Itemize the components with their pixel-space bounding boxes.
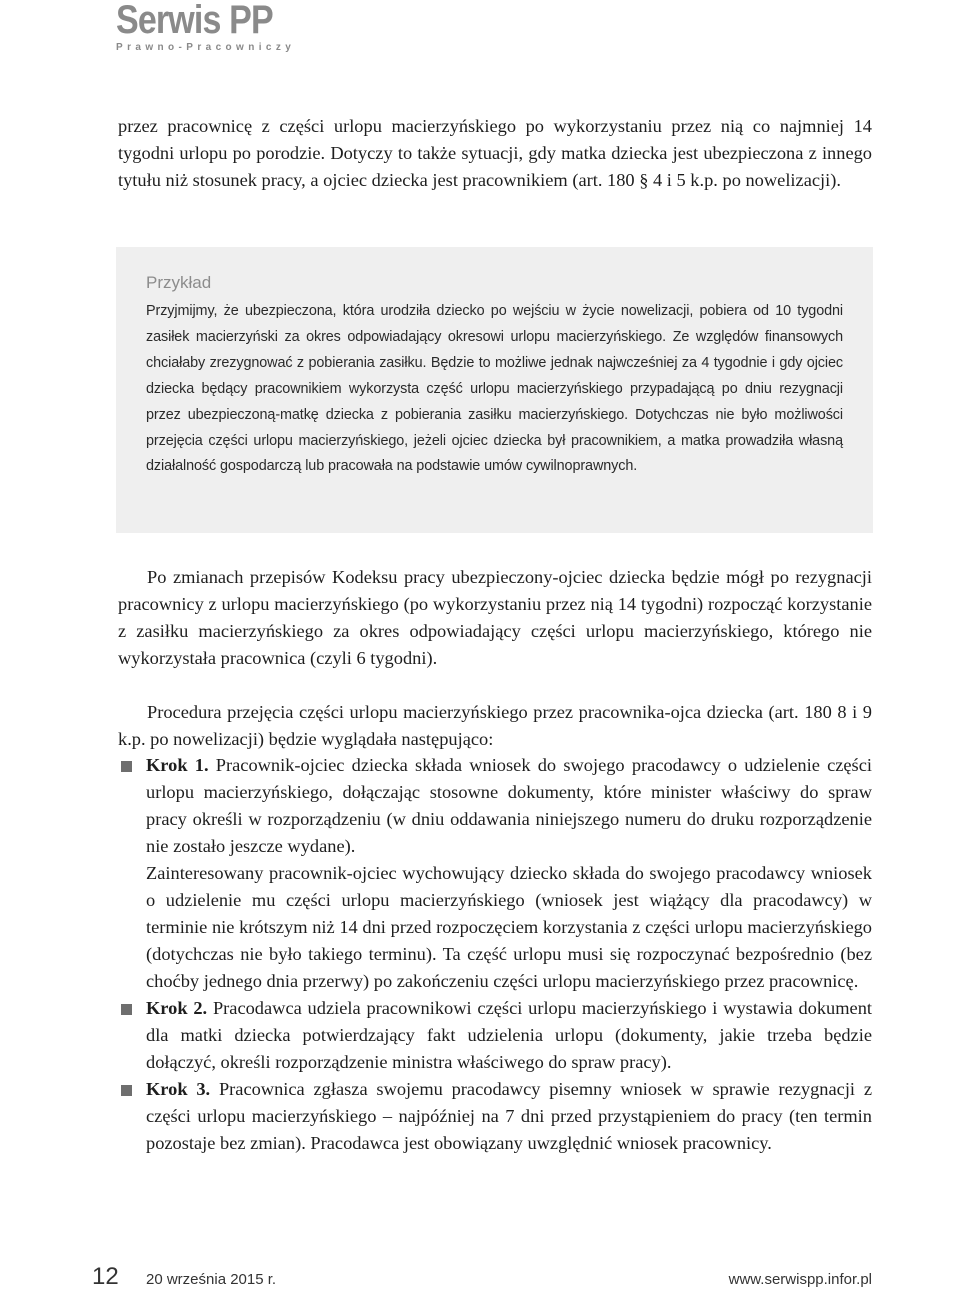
step-text: Pracownik-ojciec dziecka składa wniosek do swojego pracodawcy o udzielenie części urlopu macierzyńskiego, dołączając stosowne dokumenty, które minister właściwy do spraw pracy określi w rozporządzeniu (w dniu oddawania niniejszego numeru do druku rozporządzenie nie zostało jeszcze wydane). xyxy=(146,755,872,856)
square-bullet-icon xyxy=(121,761,132,772)
changes-paragraph: Po zmianach przepisów Kodeksu pracy ubezpieczony-ojciec dziecka będzie mógł po rezygnacji pracownicy z urlopu macierzyńskiego (po wykorzystaniu przez nią 14 tygodni) rozpocząć korzystanie z zasiłku macierzyńskiego za okres odpowiadający części urlopu macierzyńskiego, którego nie wykorzystała pracownica (czyli 6 tygodni). xyxy=(118,567,872,668)
step-item xyxy=(118,1076,872,1157)
page-number: 12 xyxy=(92,1263,119,1290)
issue-date: 20 września 2015 r. xyxy=(146,1271,277,1288)
square-bullet-icon xyxy=(121,1004,132,1015)
step-extra-text: Zainteresowany pracownik-ojciec wychowujący dziecko składa do swojego pracodawcy wniosek o udzielenie mu części urlopu macierzyńskiego (wniosek jest wiążący dla pracodawcy) w terminie nie krótszym niż 14 dni przed rozpoczęciem korzystania z części urlopu macierzyńskiego (dotychczas nie było takiego terminu). Ta część urlopu musi się rozpoczynać bezpośrednio (bez choćby jednego dnia przerwy) po zakończeniu części urlopu macierzyńskiego przez pracownicę. xyxy=(146,863,872,991)
step-label: Krok 1. xyxy=(146,755,209,775)
procedure-paragraph: Procedura przejęcia części urlopu macierzyńskiego przez pracownika-ojca dziecka (art. 180 8 i 9 k.p. po nowelizacji) będzie wyglądała następująco: xyxy=(118,702,872,749)
logo-subtitle: Prawno-Pracowniczy xyxy=(116,42,296,53)
website-url: www.serwispp.infor.pl xyxy=(728,1271,872,1288)
example-title: Przykład xyxy=(146,273,212,292)
example-box xyxy=(116,247,873,533)
intro-paragraph: przez pracownicę z części urlopu macierzyńskiego po wykorzystaniu przez nią co najmniej 14 tygodni urlopu po porodzie. Dotyczy to także sytuacji, gdy matka dziecka jest ubezpieczona z innego tytułu niż stosunek pracy, a ojciec dziecka jest pracownikiem (art. 180 § 4 i 5 k.p. po nowelizacji). xyxy=(118,116,872,190)
logo-title: Serwis PP xyxy=(116,0,273,42)
example-body: Przyjmijmy, że ubezpieczona, która urodziła dziecko po wejściu w życie nowelizacji, pobiera od 10 tygodni zasiłek macierzyński za okres odpowiadający okresowi urlopu macierzyńskiego. Ze względów finansowych chciałaby zrezygnować z pobierania zasiłku. Będzie to możliwe jednak najwcześniej za 4 tygodnie i gdy ojciec dziecka będący pracownikiem wykorzysta część urlopu macierzyńskiego przypadającą po dniu rezygnacji przez ubezpieczoną-matkę dziecka z pobierania zasiłku macierzyńskiego. Dotychczas nie było możliwości przejęcia części urlopu macierzyńskiego, jeżeli ojciec dziecka był pracownikiem, a matka prowadziła własną działalność gospodarczą lub pracowała na podstawie umów cywilnoprawnych. xyxy=(146,303,843,475)
square-bullet-icon xyxy=(121,1085,132,1096)
step-text: Pracodawca udziela pracownikowi części urlopu macierzyńskiego i wystawia dokument dla matki dziecka potwierdzający fakt udzielenia urlopu (dokumenty, jakie trzeba będzie dołączyć, określi rozporządzenie ministra właściwego do spraw pracy). xyxy=(146,998,872,1072)
step-text: Pracownica zgłasza swojemu pracodawcy pisemny wniosek w sprawie rezygnacji z części urlopu macierzyńskiego – najpóźniej na 7 dni przed przystąpieniem do pracy (ten termin pozostaje bez zmian). Pracodawca jest obowiązany uwzględnić wniosek pracownicy. xyxy=(146,1079,872,1153)
steps-list xyxy=(118,752,872,1157)
step-label: Krok 3. xyxy=(146,1079,211,1099)
step-item xyxy=(118,752,872,995)
step-item xyxy=(118,995,872,1076)
step-label: Krok 2. xyxy=(146,998,208,1018)
publication-logo xyxy=(116,0,300,53)
